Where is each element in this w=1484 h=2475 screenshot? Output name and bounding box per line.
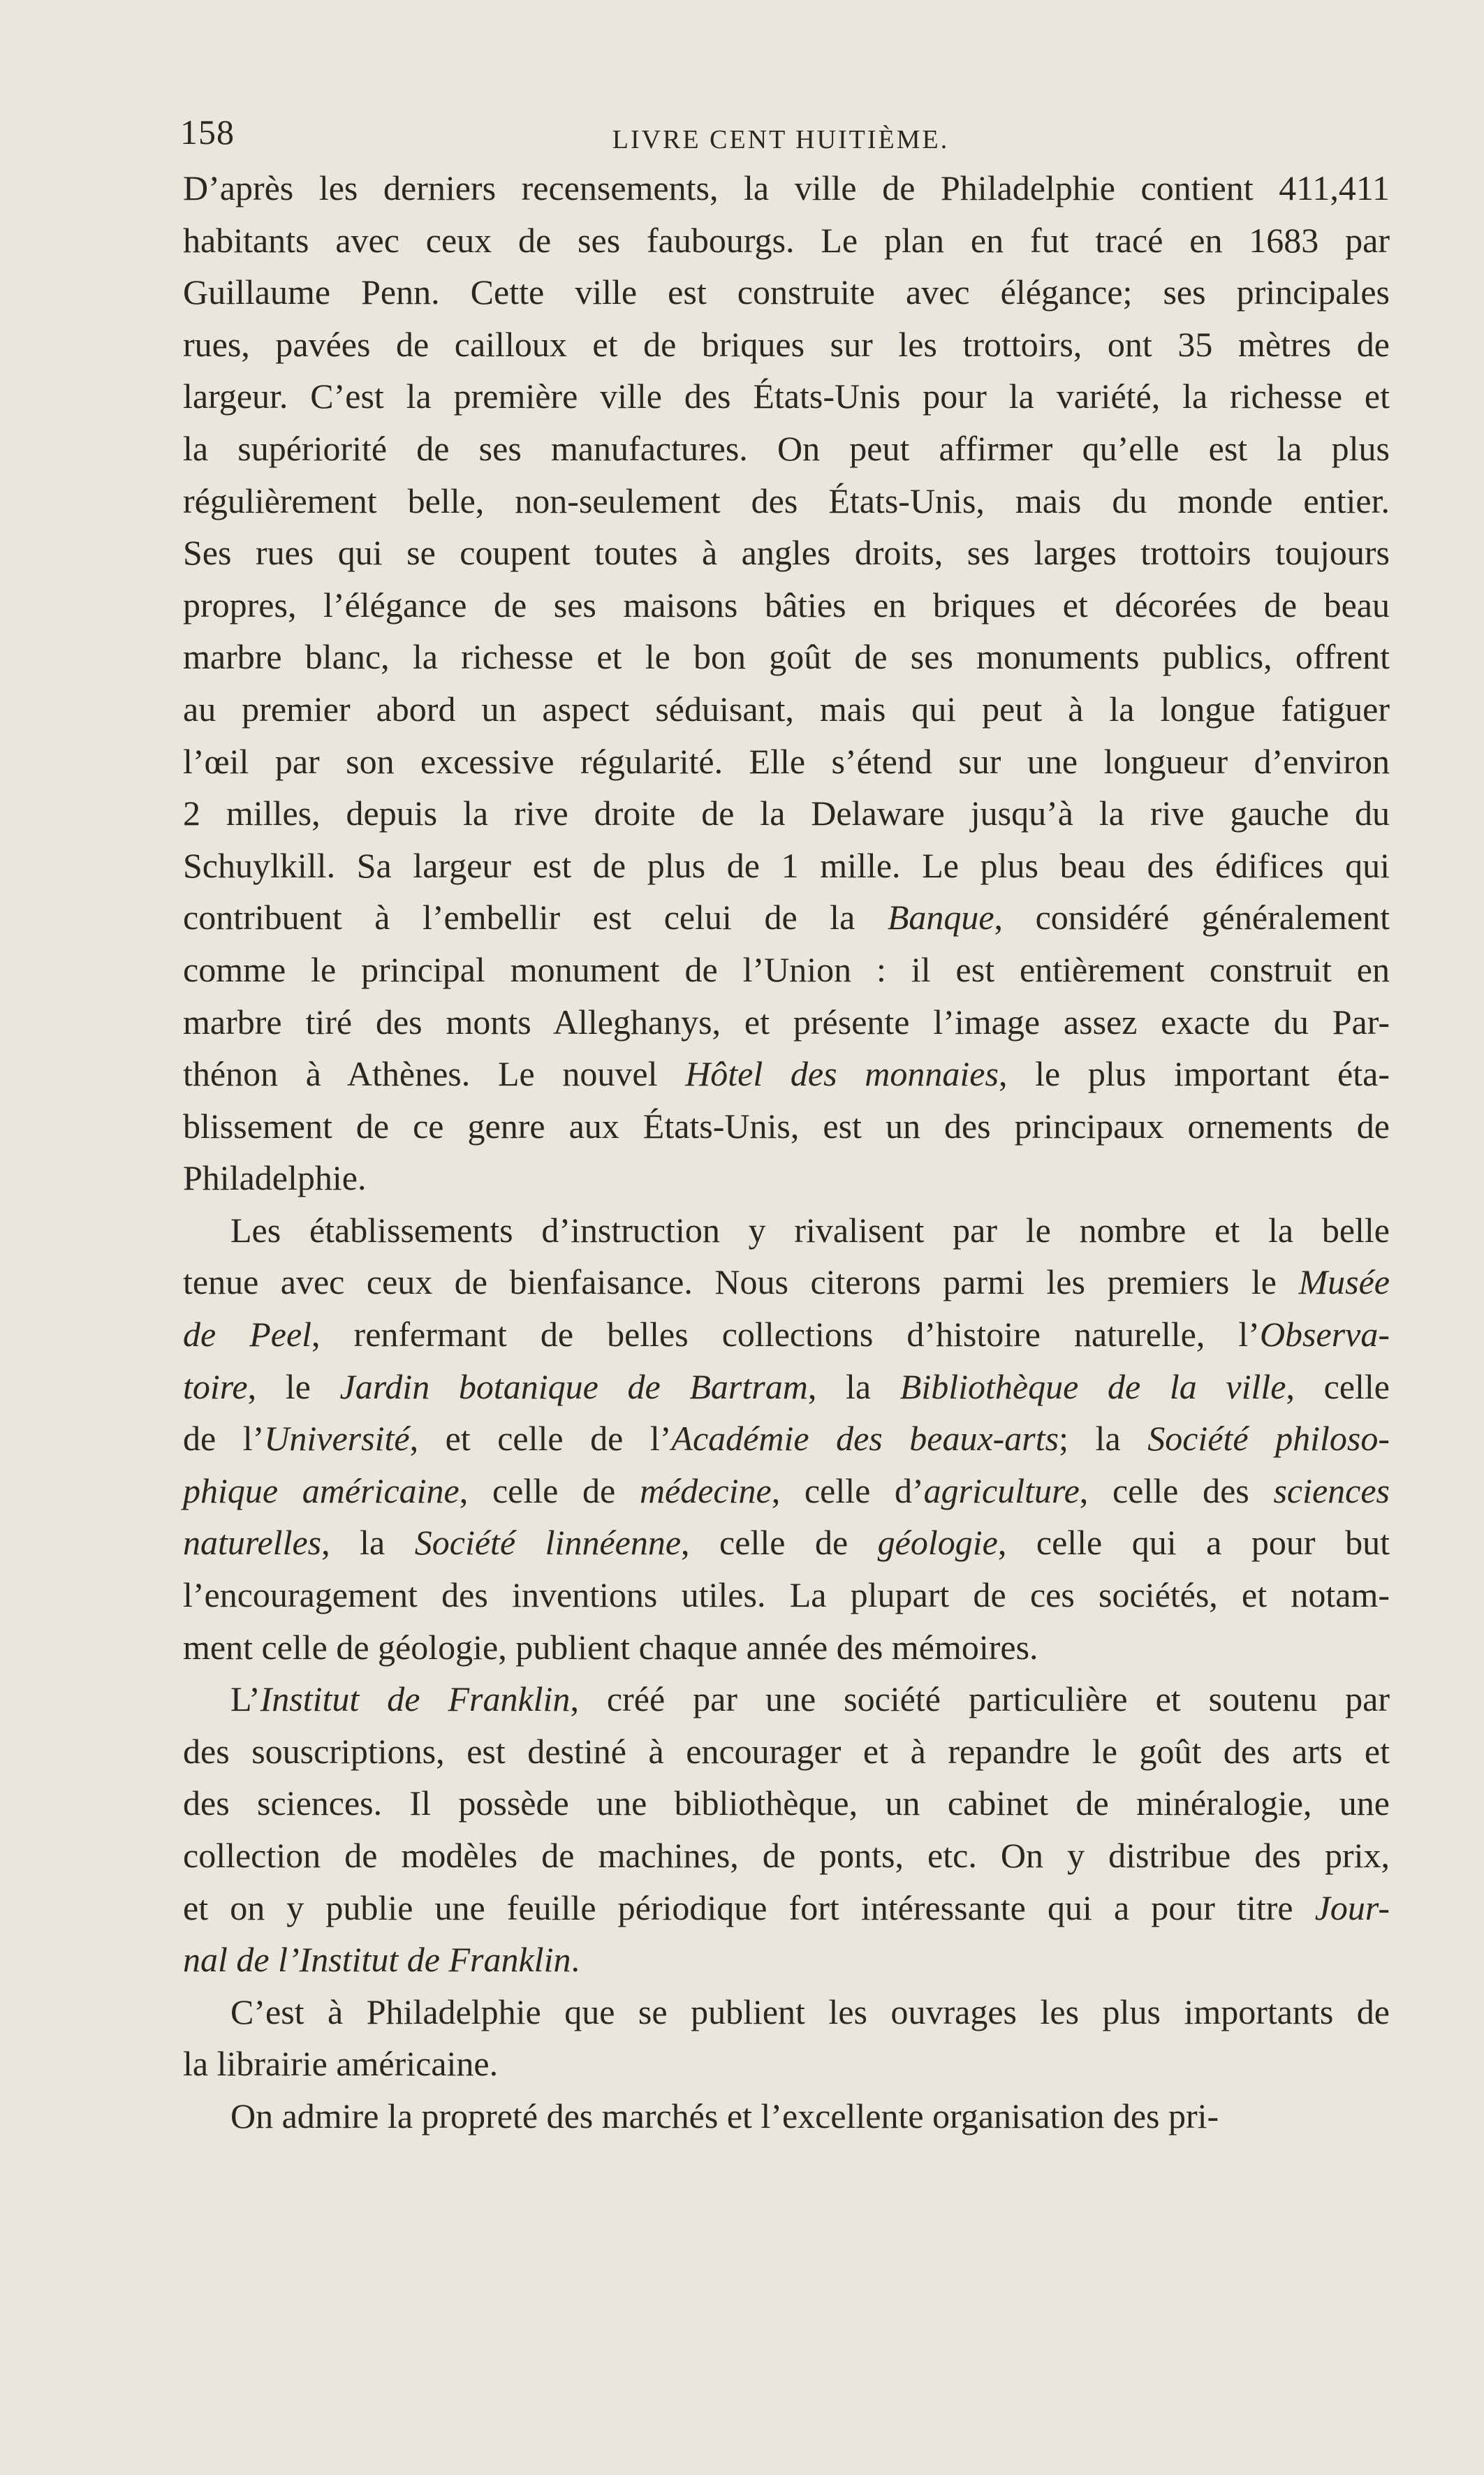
text-line xyxy=(183,631,1390,683)
text-run: largeur. C’est la première ville des États-Unis pour la variété, la richesse et xyxy=(183,377,1390,416)
text-line xyxy=(183,1569,1390,1621)
text-line xyxy=(183,1725,1390,1778)
text-run: , considéré généralement xyxy=(994,898,1390,937)
text-line xyxy=(183,1830,1390,1882)
text-run: de l’ xyxy=(183,1419,265,1459)
text-line xyxy=(183,1308,1390,1361)
italic-text: Jour- xyxy=(1314,1888,1390,1927)
text-run: L’ xyxy=(230,1679,260,1719)
text-run: contribuent à l’embellir est celui de la xyxy=(183,898,888,937)
italic-text: phique américaine xyxy=(183,1470,460,1510)
text-run: et on y publie une feuille périodique fort intéressante qui a pour titre xyxy=(183,1888,1315,1927)
italic-text: Université xyxy=(264,1419,410,1459)
italic-text: Société linnéenne xyxy=(414,1523,682,1563)
page-number: 158 xyxy=(180,112,235,152)
text-line xyxy=(183,1934,1390,1986)
text-run: des souscriptions, est destiné à encourager et à repandre le goût des arts et xyxy=(183,1731,1390,1771)
text-run: , créé par une société particulière et soutenu par xyxy=(570,1679,1390,1719)
text-line xyxy=(183,996,1390,1049)
text-run: des sciences. Il possède une bibliothèque, un cabinet de minéralogie, une xyxy=(183,1783,1390,1823)
text-run: , celle de xyxy=(681,1523,878,1563)
paragraph xyxy=(183,1673,1390,1986)
italic-text: Bibliothèque de la ville xyxy=(899,1366,1286,1406)
text-run: propres, l’élégance de ses maisons bâties en briques et décorées de beau xyxy=(183,585,1390,625)
text-line xyxy=(183,423,1390,475)
italic-text: agriculture xyxy=(923,1470,1080,1510)
text-run: Philadelphie. xyxy=(183,1158,367,1198)
text-line xyxy=(183,1673,1390,1725)
paragraph xyxy=(183,162,1390,1204)
text-line xyxy=(183,1465,1390,1517)
text-run: , celle xyxy=(1286,1366,1390,1406)
text-run: marbre tiré des monts Alleghanys, et présente l’image assez exacte du Par- xyxy=(183,1002,1390,1042)
text-line xyxy=(183,2038,1390,2090)
text-line xyxy=(183,891,1390,944)
italic-text: Société philoso- xyxy=(1147,1419,1390,1459)
text-run: au premier abord un aspect séduisant, mais qui peut à la longue fatiguer xyxy=(183,689,1390,729)
text-run: , et celle de l’ xyxy=(409,1419,672,1459)
text-line xyxy=(183,214,1390,267)
text-run: la supériorité de ses manufactures. On peut affirmer qu’elle est la plus xyxy=(183,428,1390,468)
text-run: , la xyxy=(807,1366,900,1406)
text-run: Schuylkill. Sa largeur est de plus de 1 mille. Le plus beau des édifices qui xyxy=(183,845,1390,885)
text-run: , celle d’ xyxy=(771,1470,924,1510)
text-line xyxy=(183,1986,1390,2038)
italic-text: Académie des beaux-arts xyxy=(671,1419,1059,1459)
text-line xyxy=(183,787,1390,840)
text-run: habitants avec ceux de ses faubourgs. Le plan en fut tracé en 1683 par xyxy=(183,220,1390,260)
text-run: Les établissements d’instruction y rivalisent par le nombre et la belle xyxy=(230,1210,1390,1250)
text-line xyxy=(183,579,1390,631)
text-run: ; la xyxy=(1059,1419,1148,1459)
text-line xyxy=(183,683,1390,736)
text-run: , celle des xyxy=(1079,1470,1274,1510)
text-line xyxy=(183,1517,1390,1569)
italic-text: de Peel xyxy=(183,1315,312,1355)
italic-text: Observa- xyxy=(1259,1315,1390,1355)
text-line xyxy=(183,736,1390,788)
text-run: l’œil par son excessive régularité. Elle s’étend sur une longueur d’environ xyxy=(183,741,1390,781)
text-run: rues, pavées de cailloux et de briques sur les trottoirs, ont 35 mètres de xyxy=(183,324,1390,364)
text-run: l’encouragement des inventions utiles. La plupart de ces sociétés, et notam- xyxy=(183,1575,1390,1615)
text-run: Guillaume Penn. Cette ville est construite avec élégance; ses principales xyxy=(183,272,1390,312)
text-run: blissement de ce genre aux États-Unis, est un des principaux ornements de xyxy=(183,1106,1390,1146)
text-run: ment celle de géologie, publient chaque année des mémoires. xyxy=(183,1627,1038,1667)
text-line xyxy=(183,1882,1390,1934)
running-head xyxy=(180,112,1381,161)
italic-text: Hôtel des monnaies xyxy=(685,1054,999,1094)
text-line xyxy=(183,944,1390,996)
text-run: , celle qui a pour but xyxy=(997,1523,1390,1563)
text-run: D’après les derniers recensements, la ville de Philadelphie contient 411,411 xyxy=(183,168,1390,207)
text-line xyxy=(183,1048,1390,1100)
text-line xyxy=(183,475,1390,527)
italic-text: Institut de Franklin xyxy=(260,1679,571,1719)
running-title: LIVRE CENT HUITIÈME. xyxy=(612,125,950,154)
text-line xyxy=(183,1412,1390,1465)
text-run: . xyxy=(571,1940,580,1980)
paragraph xyxy=(183,1204,1390,1673)
text-run: , le plus important éta- xyxy=(998,1054,1390,1094)
italic-text: Banque xyxy=(887,898,994,937)
text-line xyxy=(183,527,1390,579)
text-run: , le xyxy=(247,1366,340,1406)
italic-text: Musée xyxy=(1298,1262,1390,1302)
text-run: thénon à Athènes. Le nouvel xyxy=(183,1054,686,1094)
text-run: comme le principal monument de l’Union : il est entièrement construit en xyxy=(183,949,1390,989)
italic-text: sciences xyxy=(1273,1470,1390,1510)
text-line xyxy=(183,2090,1390,2142)
text-run: , la xyxy=(321,1523,415,1563)
italic-text: nal de l’Institut de Franklin xyxy=(183,1940,571,1980)
text-line xyxy=(183,319,1390,371)
text-run: Ses rues qui se coupent toutes à angles droits, ses larges trottoirs toujours xyxy=(183,533,1390,573)
italic-text: médecine xyxy=(639,1470,772,1510)
text-run: collection de modèles de machines, de ponts, etc. On y distribue des prix, xyxy=(183,1836,1390,1875)
text-run: régulièrement belle, non-seulement des États-Unis, mais du monde entier. xyxy=(183,481,1390,520)
text-run: C’est à Philadelphie que se publient les ouvrages les plus importants de xyxy=(230,1992,1390,2031)
italic-text: toire xyxy=(183,1366,248,1406)
text-line xyxy=(183,1256,1390,1308)
body-text xyxy=(183,162,1390,2142)
text-line xyxy=(183,1100,1390,1153)
text-run: , renfermant de belles collections d’histoire naturelle, l’ xyxy=(311,1315,1260,1355)
text-run: , celle de xyxy=(459,1470,640,1510)
text-line xyxy=(183,266,1390,319)
italic-text: Jardin botanique de Bartram xyxy=(339,1366,808,1406)
text-line xyxy=(183,370,1390,423)
text-line xyxy=(183,840,1390,892)
text-run: 2 milles, depuis la rive droite de la Delaware jusqu’à la rive gauche du xyxy=(183,794,1390,833)
text-line xyxy=(183,162,1390,214)
paragraph xyxy=(183,2090,1390,2142)
text-run: marbre blanc, la richesse et le bon goût de ses monuments publics, offrent xyxy=(183,637,1390,677)
italic-text: géologie xyxy=(877,1523,998,1563)
text-run: la librairie américaine. xyxy=(183,2044,499,2084)
text-line xyxy=(183,1204,1390,1257)
text-line xyxy=(183,1361,1390,1413)
text-run: On admire la propreté des marchés et l’excellente organisation des pri- xyxy=(230,2096,1219,2135)
italic-text: naturelles xyxy=(183,1523,322,1563)
text-run: tenue avec ceux de bienfaisance. Nous citerons parmi les premiers le xyxy=(183,1262,1299,1302)
text-line xyxy=(183,1152,1390,1204)
text-line xyxy=(183,1621,1390,1674)
paragraph xyxy=(183,1986,1390,2090)
text-line xyxy=(183,1777,1390,1830)
